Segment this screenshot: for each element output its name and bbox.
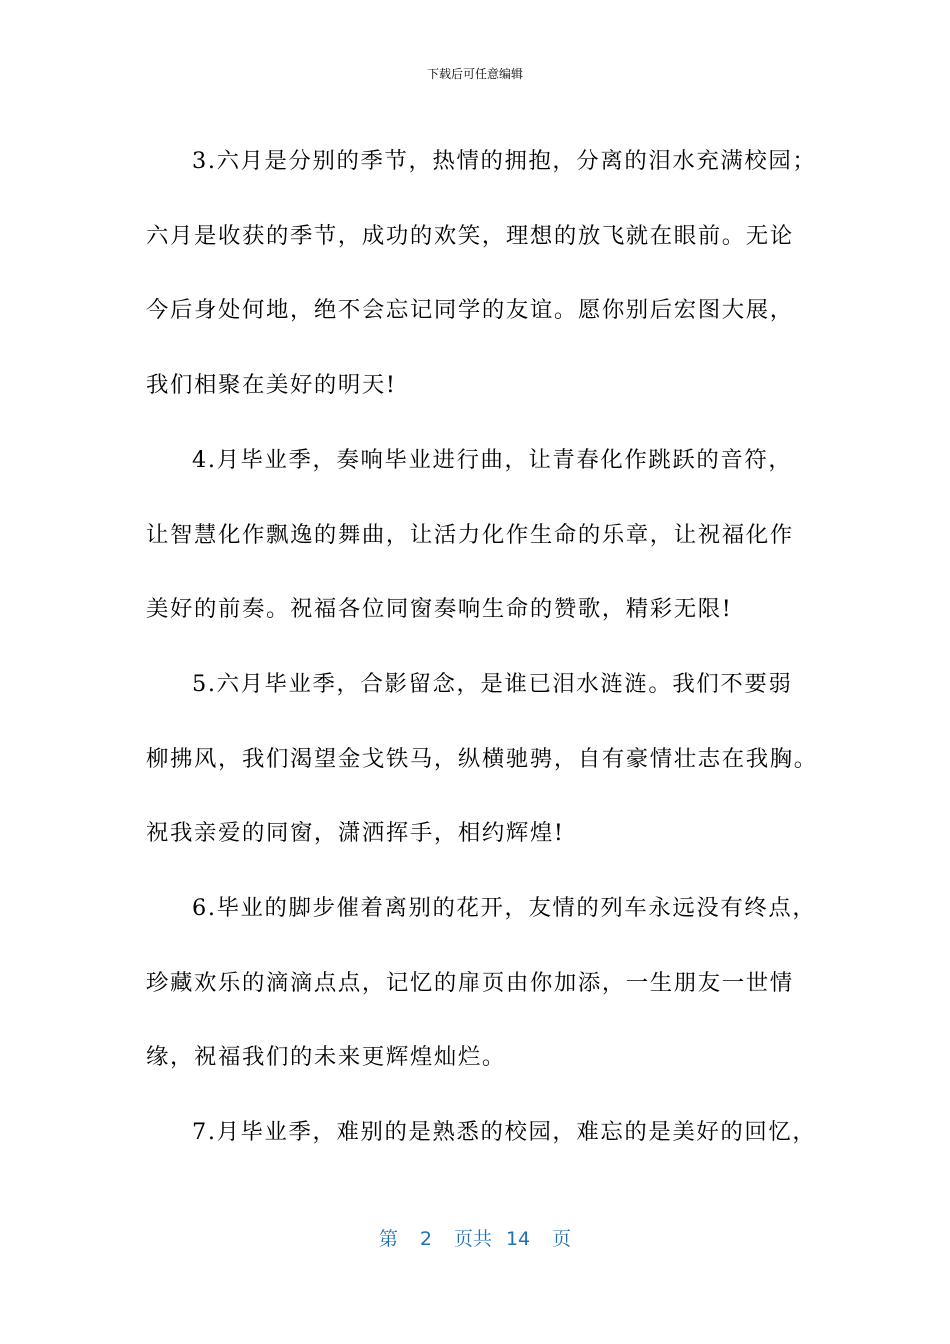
paragraph-line: 6.毕业的脚步催着离别的花开，友情的列车永远没有终点， (192, 895, 817, 922)
paragraph-line: 3.六月是分别的季节，热情的拥抱，分离的泪水充满校园； (192, 148, 817, 174)
paragraph-6 (146, 871, 816, 1095)
paragraph-line: 六月是收获的季节，成功的欢笑，理想的放飞就在眼前。无论 (146, 222, 794, 249)
paragraph-line: 我们相聚在美好的明天! (146, 372, 397, 399)
paragraph-line: 祝我亲爱的同窗，潇洒挥手，相约辉煌! (146, 820, 565, 847)
paragraph-7 (146, 1095, 816, 1170)
footer-middle: 页共 (453, 1228, 492, 1250)
paragraph-5 (146, 647, 816, 871)
footer-prefix: 第 (378, 1228, 398, 1250)
footer-suffix: 页 (552, 1228, 572, 1250)
paragraph-line: 让智慧化作飘逸的舞曲，让活力化作生命的乐章，让祝福化作 (146, 521, 794, 548)
paragraph-line: 7.月毕业季，难别的是熟悉的校园，难忘的是美好的回忆， (192, 1119, 817, 1146)
paragraph-line: 缘，祝福我们的未来更辉煌灿烂。 (146, 1044, 506, 1071)
paragraph-line: 柳拂风，我们渴望金戈铁马，纵横驰骋，自有豪情壮志在我胸。 (146, 745, 818, 772)
footer-current-page: 2 (419, 1228, 432, 1250)
page-footer (0, 1226, 950, 1252)
paragraph-line: 5.六月毕业季，合影留念，是谁已泪水涟涟。我们不要弱 (192, 670, 793, 697)
paragraph-line: 珍藏欢乐的滴滴点点，记忆的扉页由你加添，一生朋友一世情 (146, 969, 794, 996)
paragraph-line: 今后身处何地，绝不会忘记同学的友谊。愿你别后宏图大展， (146, 297, 794, 324)
paragraph-4 (146, 423, 816, 647)
paragraph-line: 4.月毕业季，奏响毕业进行曲，让青春化作跳跃的音符， (192, 446, 793, 473)
paragraph-3 (146, 124, 816, 423)
document-body (146, 124, 816, 1170)
paragraph-line: 美好的前奏。祝福各位同窗奏响生命的赞歌，精彩无限! (146, 596, 733, 623)
header-note: 下载后可任意编辑 (426, 67, 523, 81)
footer-total-pages: 14 (505, 1228, 531, 1250)
